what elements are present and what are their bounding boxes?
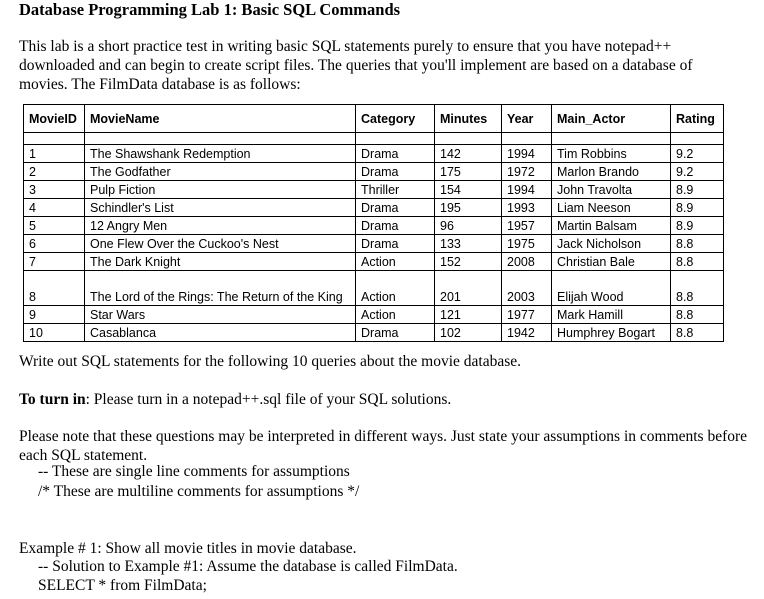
- cell-actor: Martin Balsam: [552, 217, 671, 235]
- turn-in-text: : Please turn in a notepad++.sql file of your SQL solutions.: [85, 391, 452, 408]
- table-row: [24, 253, 724, 271]
- cell-rating: 8.8: [671, 253, 724, 271]
- example-sql-statement: SELECT * from FilmData;: [38, 577, 207, 594]
- cell-year: 1972: [502, 163, 552, 181]
- cell-category: Action: [356, 253, 435, 271]
- cell-id: 6: [24, 235, 85, 253]
- cell-year: 1994: [502, 181, 552, 199]
- table-header-row: [24, 105, 724, 133]
- table-row: [24, 235, 724, 253]
- cell-rating: 9.2: [671, 163, 724, 181]
- intro-paragraph: This lab is a short practice test in writing basic SQL statements purely to ensure that you have notepad++ downloaded and can begin to create script files. The queries that you'll implement are based on a database of movies. The FilmData database is as follows:: [19, 38, 693, 93]
- header-rating: Rating: [671, 105, 724, 133]
- cell-actor: Marlon Brando: [552, 163, 671, 181]
- cell-year: 2003: [502, 271, 552, 306]
- film-data-table: [23, 104, 724, 342]
- cell-minutes: 133: [435, 235, 502, 253]
- cell-id: 4: [24, 199, 85, 217]
- header-movieid: MovieID: [24, 105, 85, 133]
- table-row: [24, 324, 724, 342]
- cell-name: The Shawshank Redemption: [85, 145, 356, 163]
- cell-rating: 8.9: [671, 181, 724, 199]
- cell-rating: 8.8: [671, 306, 724, 324]
- header-year: Year: [502, 105, 552, 133]
- cell-name: Casablanca: [85, 324, 356, 342]
- table-row: [24, 199, 724, 217]
- cell-minutes: 154: [435, 181, 502, 199]
- cell-year: 1975: [502, 235, 552, 253]
- table-row: [24, 306, 724, 324]
- cell-name: The Dark Knight: [85, 253, 356, 271]
- cell-category: Drama: [356, 324, 435, 342]
- cell-year: 1993: [502, 199, 552, 217]
- cell-minutes: 195: [435, 199, 502, 217]
- table-row: [24, 181, 724, 199]
- cell-actor: Jack Nicholson: [552, 235, 671, 253]
- cell-actor: Mark Hamill: [552, 306, 671, 324]
- multi-line-comment-example: /* These are multiline comments for assumptions */: [38, 483, 360, 500]
- cell-name: The Lord of the Rings: The Return of the King: [85, 271, 356, 306]
- cell-actor: Christian Bale: [552, 253, 671, 271]
- cell-rating: 8.9: [671, 199, 724, 217]
- turn-in-label: To turn in: [19, 391, 86, 408]
- cell-category: Action: [356, 271, 435, 306]
- cell-year: 1977: [502, 306, 552, 324]
- cell-minutes: 201: [435, 271, 502, 306]
- cell-year: 2008: [502, 253, 552, 271]
- cell-name: The Godfather: [85, 163, 356, 181]
- table-spacer-row: [24, 133, 724, 145]
- cell-category: Drama: [356, 235, 435, 253]
- cell-year: 1942: [502, 324, 552, 342]
- cell-actor: Liam Neeson: [552, 199, 671, 217]
- cell-rating: 8.8: [671, 324, 724, 342]
- header-category: Category: [356, 105, 435, 133]
- table-row: [24, 271, 724, 306]
- cell-category: Thriller: [356, 181, 435, 199]
- cell-name: Schindler's List: [85, 199, 356, 217]
- cell-category: Action: [356, 306, 435, 324]
- cell-rating: 8.8: [671, 271, 724, 306]
- header-minutes: Minutes: [435, 105, 502, 133]
- example-solution-comment: -- Solution to Example #1: Assume the database is called FilmData.: [38, 558, 458, 575]
- table-row: [24, 145, 724, 163]
- document-title: Database Programming Lab 1: Basic SQL Commands: [19, 0, 401, 19]
- cell-name: One Flew Over the Cuckoo's Nest: [85, 235, 356, 253]
- cell-minutes: 142: [435, 145, 502, 163]
- cell-id: 7: [24, 253, 85, 271]
- cell-name: 12 Angry Men: [85, 217, 356, 235]
- cell-id: 10: [24, 324, 85, 342]
- cell-category: Drama: [356, 163, 435, 181]
- turn-in-paragraph: [19, 390, 451, 409]
- cell-rating: 8.9: [671, 217, 724, 235]
- assumptions-note: Please note that these questions may be interpreted in different ways. Just state your assumptions in comments before each SQL statement.: [19, 428, 748, 464]
- cell-category: Drama: [356, 145, 435, 163]
- cell-minutes: 121: [435, 306, 502, 324]
- cell-year: 1994: [502, 145, 552, 163]
- cell-id: 1: [24, 145, 85, 163]
- cell-minutes: 175: [435, 163, 502, 181]
- cell-minutes: 152: [435, 253, 502, 271]
- cell-actor: Elijah Wood: [552, 271, 671, 306]
- cell-actor: Tim Robbins: [552, 145, 671, 163]
- cell-actor: John Travolta: [552, 181, 671, 199]
- cell-rating: 8.8: [671, 235, 724, 253]
- cell-year: 1957: [502, 217, 552, 235]
- cell-id: 2: [24, 163, 85, 181]
- header-moviename: MovieName: [85, 105, 356, 133]
- table-row: [24, 217, 724, 235]
- single-line-comment-example: -- These are single line comments for assumptions: [38, 463, 350, 480]
- header-main-actor: Main_Actor: [552, 105, 671, 133]
- table-row: [24, 163, 724, 181]
- cell-id: 5: [24, 217, 85, 235]
- example-title: Example # 1: Show all movie titles in movie database.: [19, 540, 357, 557]
- cell-id: 9: [24, 306, 85, 324]
- cell-rating: 9.2: [671, 145, 724, 163]
- cell-minutes: 96: [435, 217, 502, 235]
- cell-minutes: 102: [435, 324, 502, 342]
- cell-id: 8: [24, 271, 85, 306]
- cell-category: Drama: [356, 217, 435, 235]
- cell-name: Pulp Fiction: [85, 181, 356, 199]
- query-instructions: Write out SQL statements for the following 10 queries about the movie database.: [19, 353, 521, 370]
- cell-name: Star Wars: [85, 306, 356, 324]
- cell-actor: Humphrey Bogart: [552, 324, 671, 342]
- cell-category: Drama: [356, 199, 435, 217]
- cell-id: 3: [24, 181, 85, 199]
